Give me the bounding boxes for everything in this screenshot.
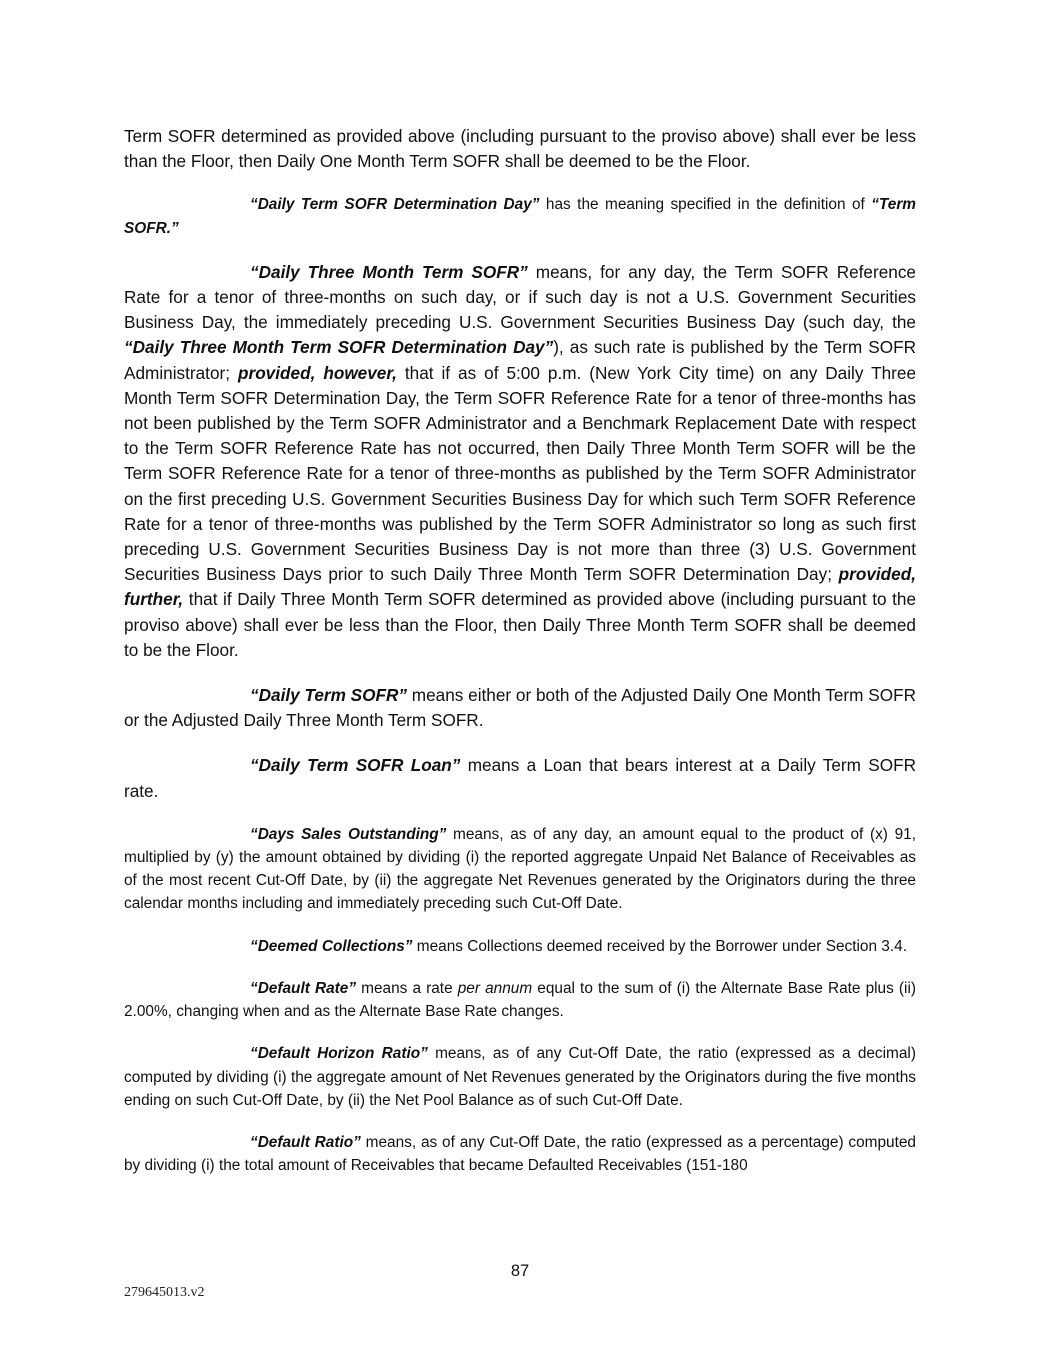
italic-phrase: per annum — [457, 979, 533, 997]
definition-text: has the meaning specified in the definition of — [539, 196, 872, 214]
definition-text: means, as of any Cut-Off Date, the ratio (expressed as a percentage) computed by dividing (i) the total amount of Receivables that became Defaulted Receivables (151-180 — [124, 1133, 916, 1175]
defined-term: “Daily Term SOFR Loan” — [250, 755, 461, 776]
definition-text: means, for any day, the Term SOFR Reference Rate for a tenor of three-months on such day, or if such day is not a U.S. Government Securities Business Day, the immediately preceding U.S. Government Securities Business Day (such day, the — [124, 261, 916, 333]
proviso-term: provided, however, — [238, 362, 397, 383]
document-id: 279645013.v2 — [124, 1285, 205, 1300]
paragraph-continuation — [124, 124, 916, 174]
definition-text: means either or both of the Adjusted Daily One Month Term SOFR or the Adjusted Daily Three Month Term SOFR. — [124, 685, 916, 731]
definition-text: means a rate — [356, 979, 458, 997]
definition-text: means, as of any day, an amount equal to the product of (x) 91, multiplied by (y) the amount obtained by dividing (i) the reported aggregate Unpaid Net Balance of Receivables as of the most recent Cut-Off Date, by (ii) the aggregate Net Revenues generated by the Originators during the three calendar months including and immediately preceding such Cut-Off Date. — [124, 825, 916, 913]
defined-term: “Daily Term SOFR Determination Day” — [250, 196, 540, 214]
defined-term-inline: “Daily Three Month Term SOFR Determination Day” — [124, 337, 554, 358]
definition-text: that if Daily Three Month Term SOFR determined as provided above (including pursuant to the proviso above) shall ever be less than the Floor, then Daily Three Month Term SOFR shall be deemed to be the Floor. — [124, 589, 916, 660]
definition-daily-term-sofr-determination-day — [124, 193, 916, 239]
definition-text: that if as of 5:00 p.m. (New York City time) on any Daily Three Month Term SOFR Determination Day, the Term SOFR Reference Rate for a tenor of three-months has not been published by the Term SOFR Administrator and a Benchmark Replacement Date with respect to the Term SOFR Reference Rate has not occurred, then Daily Three Month Term SOFR will be the Term SOFR Reference Rate for a tenor of three-months as published by the Term SOFR Administrator on the first preceding U.S. Government Securities Business Day for which such Term SOFR Reference Rate for a tenor of three-months was published by the Term SOFR Administrator so long as such first preceding U.S. Government Securities Business Day is not more than three (3) U.S. Government Securities Business Days prior to such Daily Three Month Term SOFR Determination Day; — [124, 362, 917, 585]
defined-term: “Default Rate” — [250, 979, 357, 997]
page-number: 87 — [510, 1262, 530, 1280]
definition-default-horizon-ratio — [124, 1042, 916, 1112]
definition-default-rate — [124, 977, 916, 1023]
definition-text: means Collections deemed received by the Borrower under Section 3.4. — [412, 937, 907, 955]
definition-days-sales-outstanding — [124, 823, 916, 916]
proviso-term: provided, further, — [124, 564, 916, 610]
definition-text: equal to the sum of (i) the Alternate Base Rate plus (ii) 2.00%, changing when and as the Alternate Base Rate changes. — [124, 979, 917, 1021]
paragraph-text: Term SOFR determined as provided above (including pursuant to the proviso above) shall ever be less than the Floor, then Daily One Month Term SOFR shall be deemed to be the Floor. — [124, 126, 916, 172]
definition-daily-term-sofr — [124, 683, 916, 733]
defined-term: “Daily Three Month Term SOFR” — [250, 261, 528, 282]
definition-daily-three-month-term-sofr — [124, 260, 916, 663]
definition-text: means a Loan that bears interest at a Daily Term SOFR rate. — [124, 755, 916, 801]
definition-text: means, as of any Cut-Off Date, the ratio (expressed as a decimal) computed by dividing (i) the aggregate amount of Net Revenues generated by the Originators during the five months ending on such Cut-Off Date, by (ii) the Net Pool Balance as of such Cut-Off Date. — [124, 1045, 916, 1109]
defined-term: “Default Horizon Ratio” — [250, 1045, 428, 1063]
definition-daily-term-sofr-loan — [124, 753, 916, 803]
defined-term: “Default Ratio” — [250, 1133, 361, 1151]
document-page — [124, 124, 916, 1177]
definition-deemed-collections — [124, 935, 916, 958]
defined-term: “Daily Term SOFR” — [250, 685, 407, 706]
defined-term: “Deemed Collections” — [250, 937, 413, 955]
defined-term-reference: “Term SOFR.” — [124, 196, 916, 237]
definition-default-ratio — [124, 1131, 916, 1177]
defined-term: “Days Sales Outstanding” — [250, 825, 447, 843]
definition-text: ), as such rate is published by the Term SOFR Administrator; — [124, 337, 916, 383]
